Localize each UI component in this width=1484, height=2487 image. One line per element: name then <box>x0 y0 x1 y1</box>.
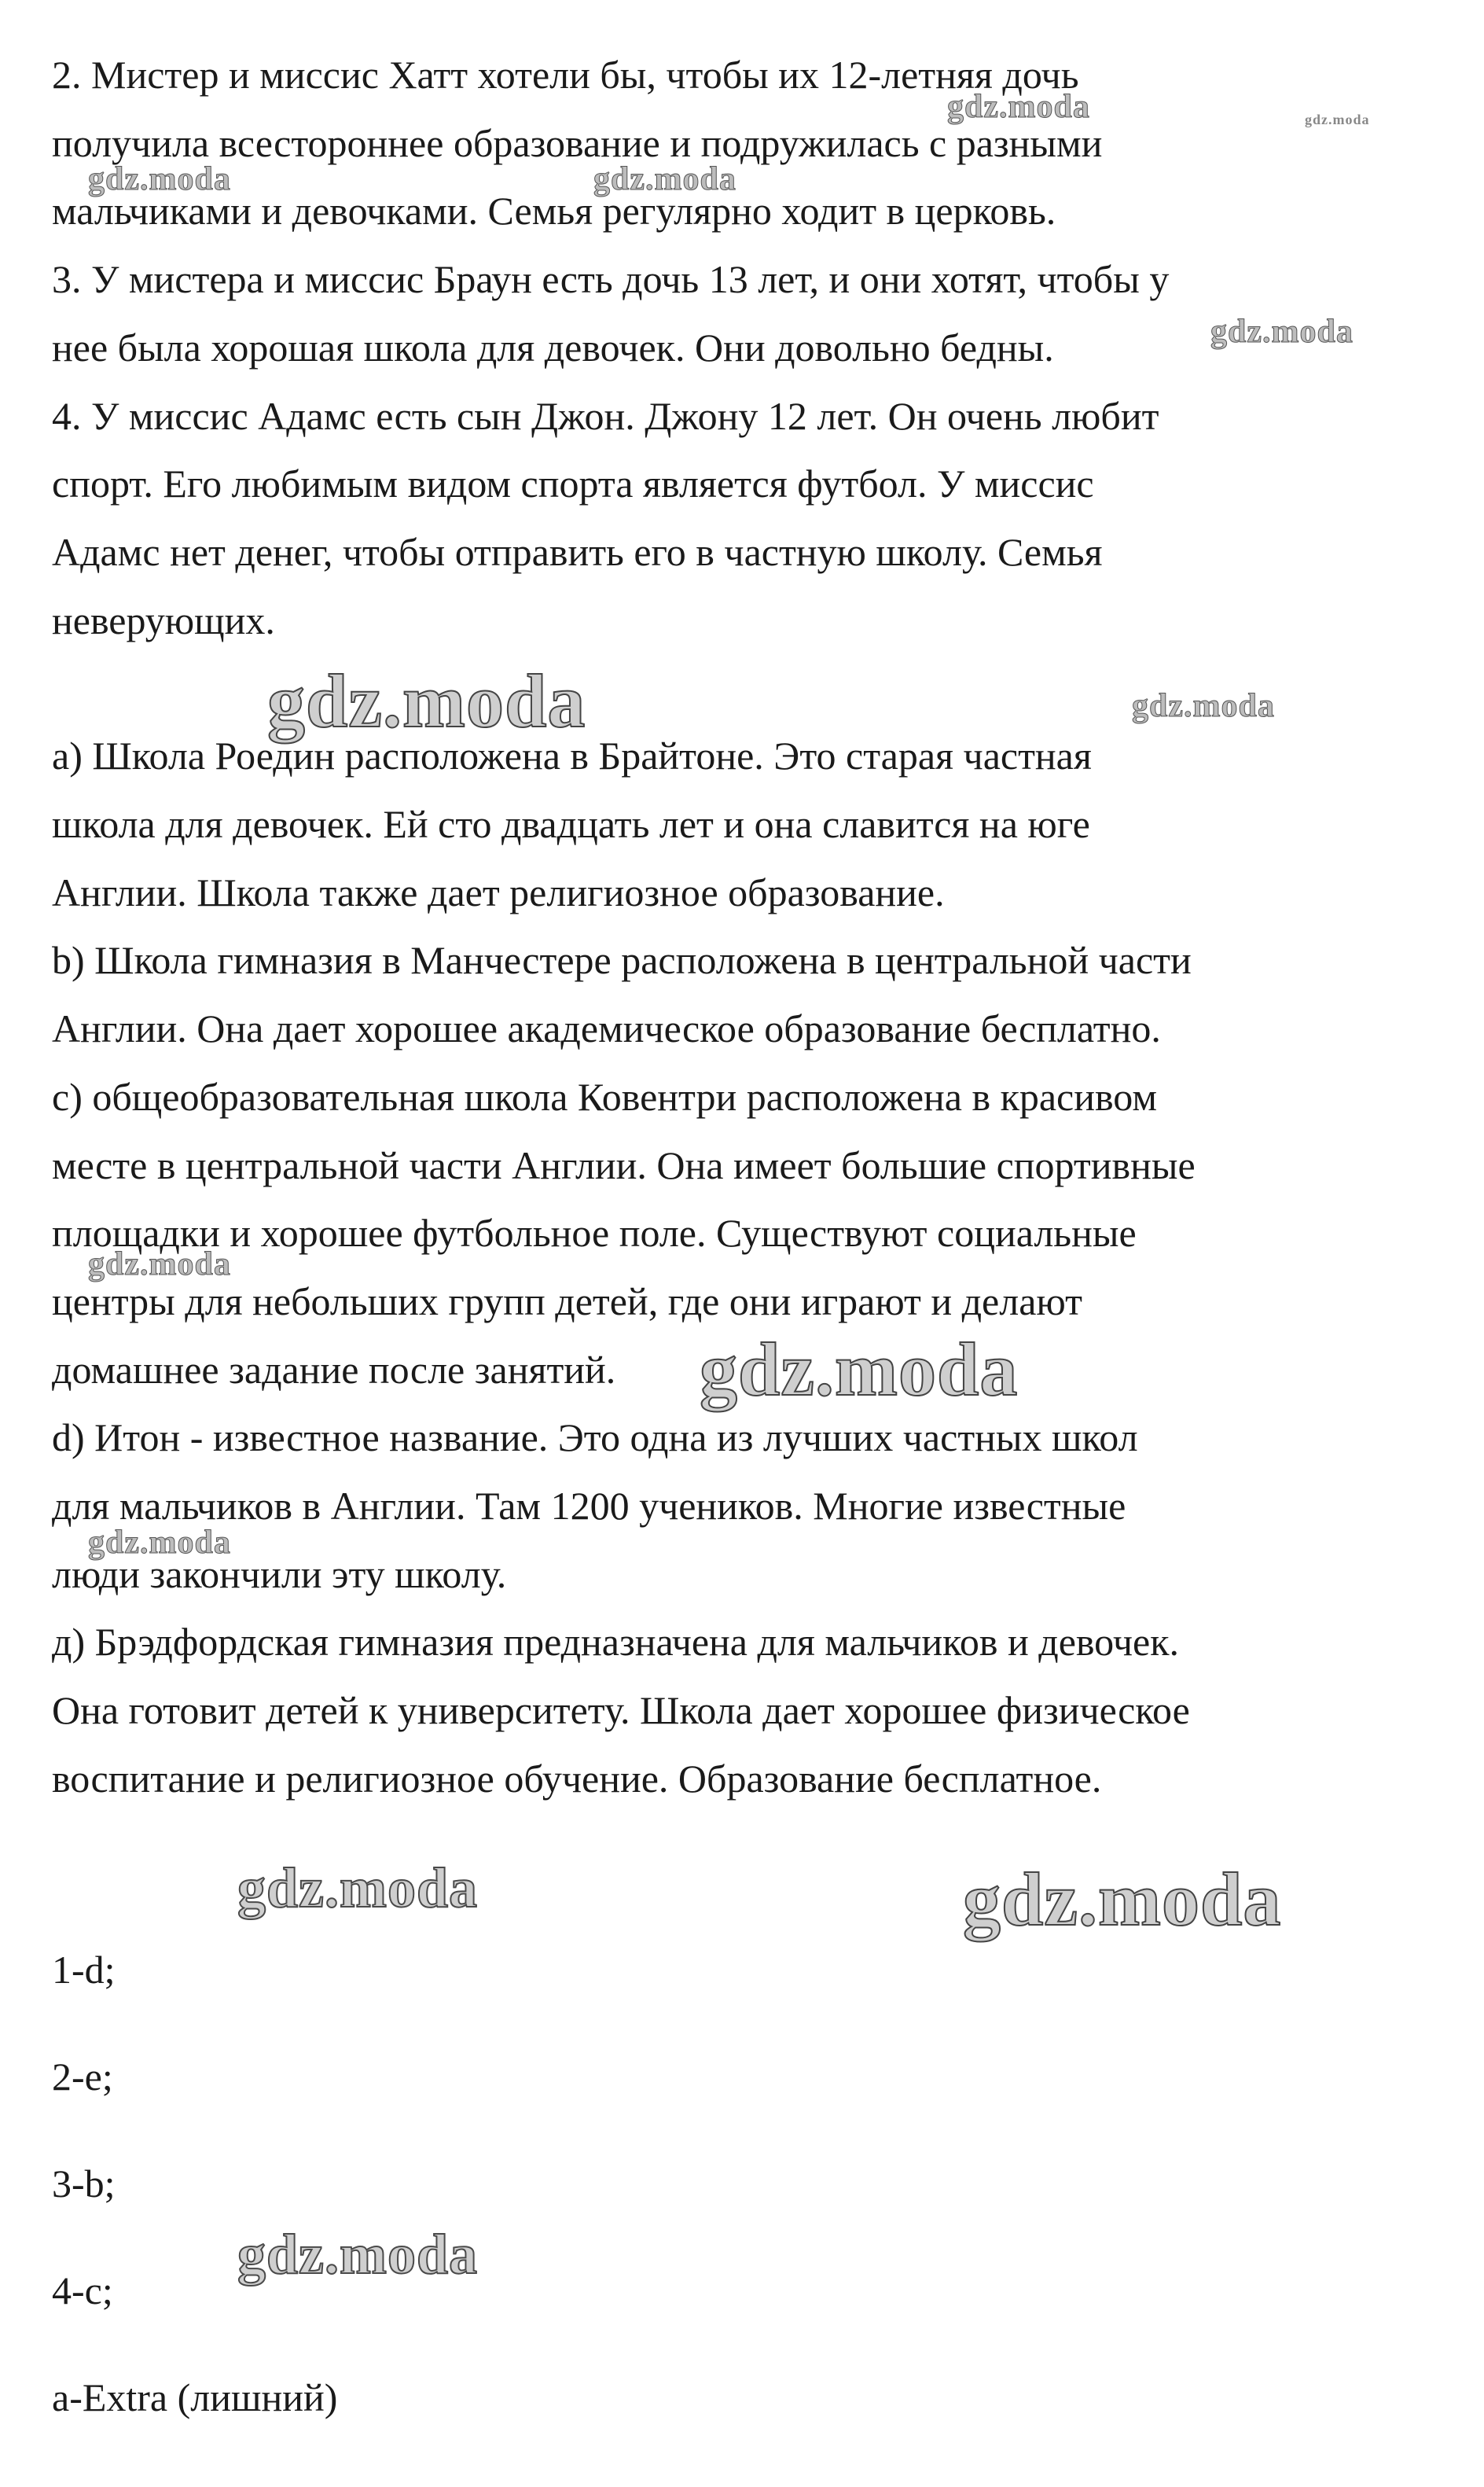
text-line: 3. У мистера и миссис Браун есть дочь 13 лет, и они хотят, чтобы у <box>52 257 1170 302</box>
text-line: b) Школа гимназия в Манчестере расположена в центральной части <box>52 938 1192 983</box>
document-body <box>52 41 1459 1813</box>
watermark: gdz.moda <box>267 659 586 743</box>
watermark: gdz.moda <box>1305 112 1370 127</box>
watermark: gdz.moda <box>88 1246 231 1282</box>
text-line: д) Брэдфордская гимназия предназначена для мальчиков и девочек. <box>52 1620 1180 1665</box>
text-line: 2. Мистер и миссис Хатт хотели бы, чтобы их 12-летняя дочь <box>52 53 1079 97</box>
text-line: воспитание и религиозное обучение. Образование бесплатное. <box>52 1756 1102 1801</box>
text-line: неверующих. <box>52 598 275 642</box>
text-line: домашнее задание после занятий. <box>52 1347 616 1392</box>
text-line: Англии. Школа также дает религиозное образование. <box>52 870 945 914</box>
answer-item: 3-b; <box>52 2161 116 2206</box>
section-gap <box>52 654 1459 722</box>
text-line: а) Школа Роедин расположена в Брайтоне. Это старая частная <box>52 734 1092 778</box>
watermark: gdz.moda <box>88 161 231 197</box>
answer-item: 2-e; <box>52 2055 113 2099</box>
watermark: gdz.moda <box>237 1856 479 1919</box>
text-line: площадки и хорошее футбольное поле. Существуют социальные <box>52 1211 1137 1256</box>
text-line: центры для небольших групп детей, где они играют и делают <box>52 1278 1082 1323</box>
answer-item: a-Extra (лишний) <box>52 2375 338 2419</box>
text-line: месте в центральной части Англии. Она имеет большие спортивные <box>52 1142 1196 1187</box>
text-line: школа для девочек. Ей сто двадцать лет и она славится на юге <box>52 802 1090 847</box>
answer-item: 1-d; <box>52 1948 116 1992</box>
text-line: Она готовит детей к университету. Школа дает хорошее физическое <box>52 1688 1190 1733</box>
watermark: gdz.moda <box>963 1857 1282 1941</box>
watermark: gdz.moda <box>700 1327 1019 1411</box>
text-line: Англии. Она дает хорошее академическое образование бесплатно. <box>52 1006 1161 1051</box>
text-line: получила всестороннее образование и подружилась с разными <box>52 120 1103 165</box>
answer-item: 4-c; <box>52 2268 113 2312</box>
text-line: люди закончили эту школу. <box>52 1551 507 1596</box>
text-line: d) Итон - известное название. Это одна из лучших частных школ <box>52 1415 1138 1460</box>
answer-list <box>52 1936 337 2470</box>
watermark: gdz.moda <box>947 89 1090 125</box>
watermark: gdz.moda <box>593 161 736 197</box>
text-line: мальчиками и девочками. Семья регулярно ходит в церковь. <box>52 189 1056 234</box>
text-line: спорт. Его любимым видом спорта является футбол. У миссис <box>52 462 1094 506</box>
text-line: с) общеобразовательная школа Ковентри расположена в красивом <box>52 1074 1157 1119</box>
text-line: 4. У миссис Адамс есть сын Джон. Джону 12 лет. Он очень любит <box>52 393 1159 438</box>
text-line: нее была хорошая школа для девочек. Они довольно бедны. <box>52 325 1054 370</box>
watermark: gdz.moda <box>1132 688 1275 724</box>
watermark: gdz.moda <box>88 1525 231 1561</box>
watermark: gdz.moda <box>1210 314 1354 350</box>
text-line: Адамс нет денег, чтобы отправить его в частную школу. Семья <box>52 529 1103 574</box>
watermark: gdz.moda <box>237 2223 479 2286</box>
text-line: для мальчиков в Англии. Там 1200 учеников. Многие известные <box>52 1484 1126 1529</box>
